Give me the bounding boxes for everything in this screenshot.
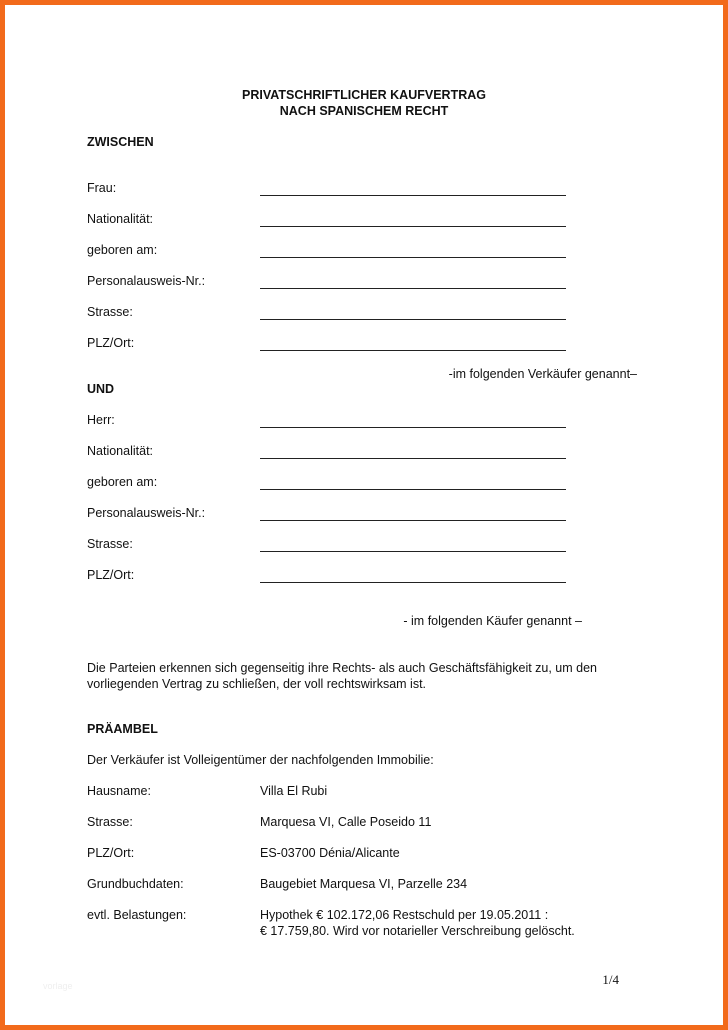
field-label-nationalitaet: Nationalität: bbox=[87, 444, 154, 458]
buyer-designation-note: - im folgenden Käufer genannt – bbox=[403, 614, 582, 628]
fill-in-line bbox=[260, 226, 566, 227]
section-heading-praeambel: PRÄAMBEL bbox=[87, 722, 158, 736]
property-value-belastungen-line-2: € 17.759,80. Wird vor notarieller Verschreibung gelöscht. bbox=[260, 924, 575, 938]
property-label-plz-ort: PLZ/Ort: bbox=[87, 846, 135, 860]
fill-in-line bbox=[260, 288, 566, 289]
fill-in-line bbox=[260, 427, 566, 428]
field-label-ausweis: Personalausweis-Nr.: bbox=[87, 506, 206, 520]
property-value-strasse: Marquesa VI, Calle Poseido 11 bbox=[260, 815, 432, 829]
field-label-geboren: geboren am: bbox=[87, 475, 158, 489]
document-title-line-2: NACH SPANISCHEM RECHT bbox=[279, 104, 449, 118]
fill-in-line bbox=[260, 520, 566, 521]
fill-in-line bbox=[260, 489, 566, 490]
field-label-plz-ort: PLZ/Ort: bbox=[87, 336, 135, 350]
field-label-strasse: Strasse: bbox=[87, 537, 133, 551]
field-label-ausweis: Personalausweis-Nr.: bbox=[87, 274, 206, 288]
section-heading-und: UND bbox=[87, 382, 115, 396]
property-value-belastungen: Hypothek € 102.172,06 Restschuld per 19.05.2011 : bbox=[260, 908, 549, 922]
property-value-plz-ort: ES-03700 Dénia/Alicante bbox=[260, 846, 400, 860]
property-label-hausname: Hausname: bbox=[87, 784, 151, 798]
fill-in-line bbox=[260, 350, 566, 351]
fill-in-line bbox=[260, 195, 566, 196]
field-label-strasse: Strasse: bbox=[87, 305, 133, 319]
property-label-grundbuch: Grundbuchdaten: bbox=[87, 877, 184, 891]
property-label-strasse: Strasse: bbox=[87, 815, 133, 829]
fill-in-line bbox=[260, 458, 566, 459]
property-label-belastungen: evtl. Belastungen: bbox=[87, 908, 187, 922]
property-value-grundbuch: Baugebiet Marquesa VI, Parzelle 234 bbox=[260, 877, 468, 891]
property-value-hausname: Villa El Rubi bbox=[260, 784, 328, 798]
seller-designation-note: -im folgenden Verkäufer genannt– bbox=[448, 367, 637, 381]
field-label-plz-ort: PLZ/Ort: bbox=[87, 568, 135, 582]
capacity-paragraph: Die Parteien erkennen sich gegenseitig ihre Rechts- als auch Geschäftsfähigkeit zu, um den vorliegenden Vertrag zu schließen, der voll rechtswirksam ist. bbox=[87, 661, 598, 691]
field-label-nationalitaet: Nationalität: bbox=[87, 212, 154, 226]
fill-in-line bbox=[260, 582, 566, 583]
document-title-line-1: PRIVATSCHRIFTLICHER KAUFVERTRAG bbox=[242, 88, 486, 102]
field-label-geboren: geboren am: bbox=[87, 243, 158, 257]
fill-in-line bbox=[260, 551, 566, 552]
page-number: 1/4 bbox=[602, 972, 619, 987]
field-label-frau: Frau: bbox=[87, 181, 117, 195]
preamble-intro: Der Verkäufer ist Volleigentümer der nachfolgenden Immobilie: bbox=[87, 753, 434, 767]
fill-in-line bbox=[260, 319, 566, 320]
field-label-herr: Herr: bbox=[87, 413, 115, 427]
faint-watermark: vorlage bbox=[43, 981, 73, 991]
fill-in-line bbox=[260, 257, 566, 258]
section-heading-zwischen: ZWISCHEN bbox=[87, 135, 154, 149]
